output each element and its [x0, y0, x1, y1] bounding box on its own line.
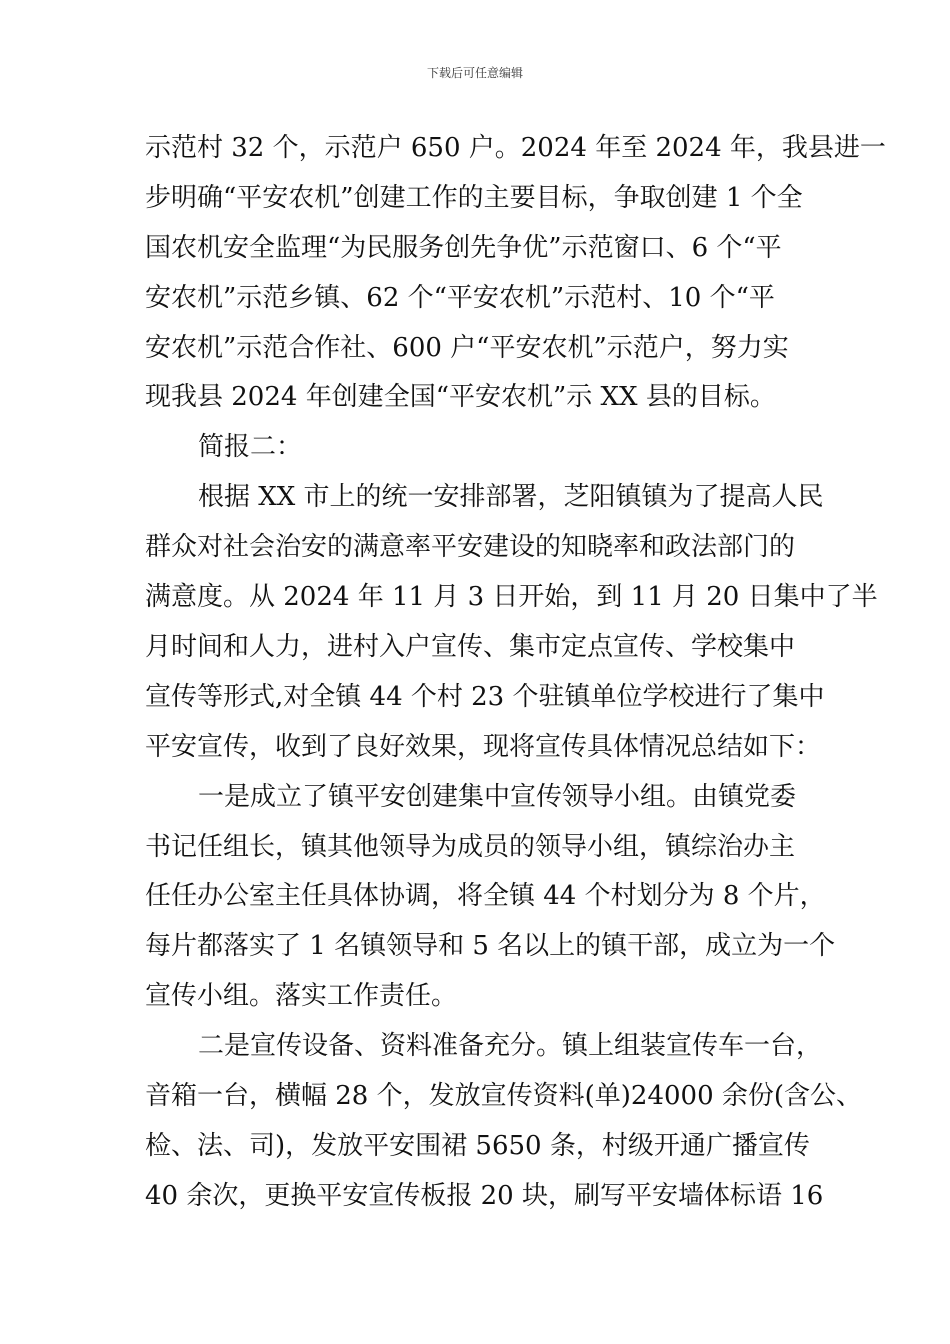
paragraph-line: 一是成立了镇平安创建集中宣传领导小组。由镇党委	[198, 782, 797, 812]
paragraph-line: 任任办公室主任具体协调，将全镇 44 个村划分为 8 个片，	[145, 881, 826, 911]
paragraph-line: 满意度。从 2024 年 11 月 3 日开始，到 11 月 20 日集中了半	[145, 582, 878, 612]
paragraph-line: 40 余次，更换平安宣传板报 20 块，刷写平安墙体标语 16	[145, 1181, 824, 1211]
paragraph-line: 音箱一台，横幅 28 个，发放宣传资料(单)24000 余份(含公、	[145, 1081, 863, 1111]
section-heading: 简报二：	[198, 432, 303, 462]
paragraph-line: 检、法、司)，发放平安围裙 5650 条，村级开通广播宣传	[145, 1131, 810, 1161]
paragraph-line: 平安宣传，收到了良好效果，现将宣传具体情况总结如下：	[145, 732, 822, 762]
paragraph-line: 群众对社会治安的满意率平安建设的知晓率和政法部门的	[145, 532, 796, 562]
paragraph-line: 国农机安全监理“为民服务创先争优”示范窗口、6 个“平	[145, 233, 782, 263]
paragraph-line: 二是宣传设备、资料准备充分。镇上组装宣传车一台，	[198, 1031, 823, 1061]
paragraph-line: 步明确“平安农机”创建工作的主要目标，争取创建 1 个全	[145, 183, 803, 213]
paragraph-line: 根据 XX 市上的统一安排部署，芝阳镇镇为了提高人民	[198, 482, 824, 512]
paragraph-line: 书记任组长，镇其他领导为成员的领导小组，镇综治办主	[145, 832, 796, 862]
paragraph-line: 宣传小组。落实工作责任。	[145, 981, 458, 1011]
paragraph-line: 宣传等形式,对全镇 44 个村 23 个驻镇单位学校进行了集中	[145, 682, 825, 712]
page-header: 下载后可任意编辑	[426, 66, 523, 80]
paragraph-line: 月时间和人力，进村入户宣传、集市定点宣传、学校集中	[145, 632, 796, 662]
paragraph-line: 示范村 32 个，示范户 650 户。2024 年至 2024 年，我县进一	[145, 133, 886, 163]
paragraph-line: 安农机”示范乡镇、62 个“平安农机”示范村、10 个“平	[145, 283, 775, 313]
paragraph-line: 现我县 2024 年创建全国“平安农机”示 XX 县的目标。	[145, 382, 776, 412]
paragraph-line: 每片都落实了 1 名镇领导和 5 名以上的镇干部，成立为一个	[145, 931, 836, 961]
paragraph-line: 安农机”示范合作社、600 户“平安农机”示范户，努力实	[145, 333, 789, 363]
